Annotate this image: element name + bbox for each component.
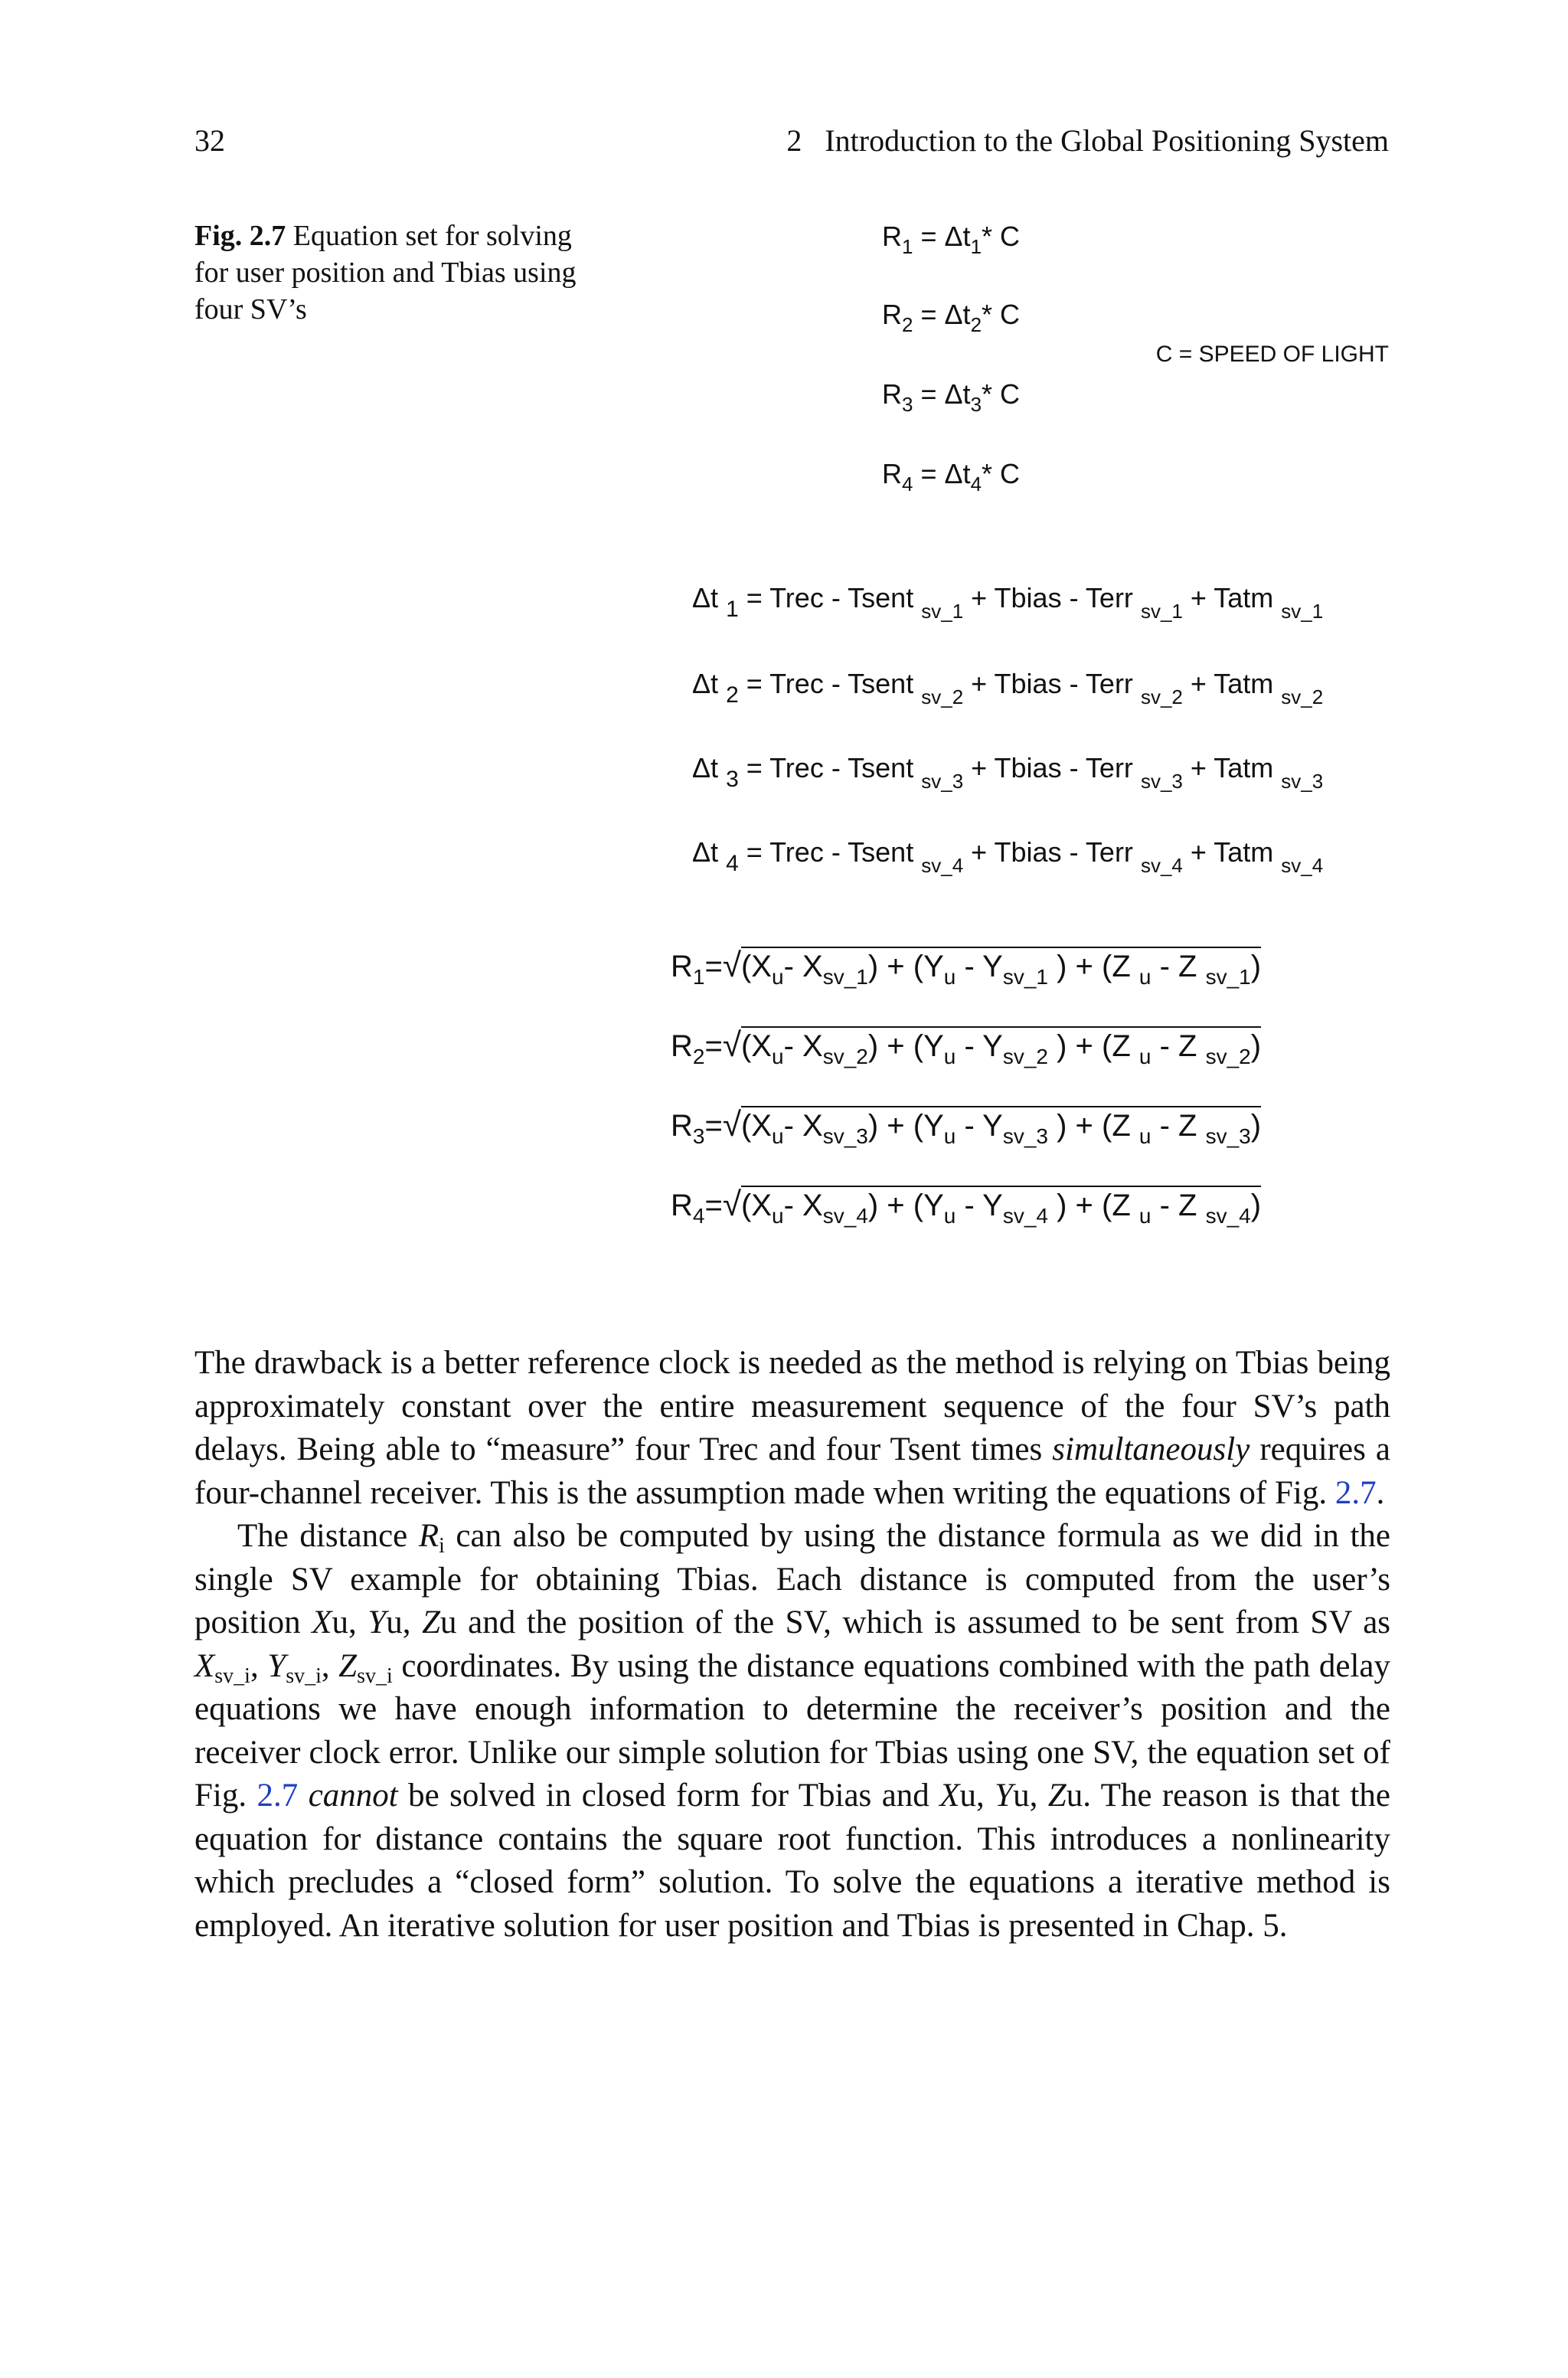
distance-equation: $R_4=√(X_u-$ $X_{sv\_4}) + (Y_u - Y_{sv\_4}$ ) + (Z $_u$ - Z $_{sv\_4}$) xyxy=(671,1186,1262,1228)
figure-reference-link[interactable]: 2.7 xyxy=(1334,1474,1377,1511)
chapter-number: 2 xyxy=(786,123,802,158)
range-equation: $R_4 = \Delta t_4*$ C xyxy=(882,458,1021,496)
path-delay-equation: Δt $_2$ = Trec - Tsent $_{sv\_2}$ + Tbias - Terr $_{sv\_2}$ + Tatm $_{sv\_2}$ xyxy=(692,668,1324,708)
page-number: 32 xyxy=(194,123,225,158)
figure-caption-text: Equation set for solving for user position and Tbias using four SV’s xyxy=(194,220,577,325)
figure-label: Fig. 2.7 xyxy=(194,220,286,252)
paragraph: The drawback is a better reference clock is needed as the method is relying on Tbias being approximately constant over the entire measurement sequence of the four SV’s path delays. Being able to “measure” four Trec and four Tsent times simultaneously requires a four-channel receiver. This is the assumption made when writing the equations of Fig. 2.7. xyxy=(194,1345,1390,1511)
path-delay-equation: Δt $_4$ = Trec - Tsent $_{sv\_4}$ + Tbias - Terr $_{sv\_4}$ + Tatm $_{sv\_4}$ xyxy=(692,836,1324,877)
paragraph: The distance $R_i$ can also be computed by using the distance formula as we did in the single SV example for obtaining Tbias. Each distance is computed from the user’s position Xu, Yu, Zu and the position of the SV, which is assumed to be sent from SV as $X_{sv\_i}$, $Y_{sv\_i}$, $Z_{sv\_i}$ coordinates. By using the distance equations combined with the path delay equations we have enough information to determine the receiver’s position and the receiver clock error. Unlike our simple solution for Tbias using one SV, the equation set of Fig. 2.7 cannot be solved in closed form for Tbias and Xu, Yu, Zu. The reason is that the equation for distance contains the square root function. This introduces a nonlinearity which precludes a “closed form” solution. To solve the equations a iterative method is employed. An iterative solution for user position and Tbias is presented in Chap. 5. xyxy=(194,1518,1391,1944)
distance-equation: $R_2=√(X_u-$ $X_{sv\_2}) + (Y_u - Y_{sv\_2}$ ) + (Z $_u$ - Z $_{sv\_2}$) xyxy=(671,1026,1262,1068)
path-delay-equation: Δt $_1$ = Trec - Tsent $_{sv\_1}$ + Tbias - Terr $_{sv\_1}$ + Tatm $_{sv\_1}$ xyxy=(692,582,1324,623)
range-equation: $R_2 = \Delta t_2*$ C xyxy=(882,299,1021,336)
running-head xyxy=(786,123,1389,159)
speed-of-light-note: C = SPEED OF LIGHT xyxy=(1155,342,1389,367)
distance-equation: $R_3=√(X_u-$ $X_{sv\_3}) + (Y_u - Y_{sv\_3}$ ) + (Z $_u$ - Z $_{sv\_3}$) xyxy=(671,1106,1262,1148)
range-equation: $R_1 = \Delta t_1*$ C xyxy=(882,221,1021,258)
figure-reference-link[interactable]: 2.7 xyxy=(256,1778,299,1814)
distance-equation: $R_1=√(X_u-$ $X_{sv\_1}) + (Y_u - Y_{sv\_1}$ ) + (Z $_u$ - Z $_{sv\_1}$) xyxy=(671,947,1262,989)
range-equation: $R_3 = \Delta t_3*$ C xyxy=(882,378,1021,416)
figure-caption xyxy=(194,218,577,328)
path-delay-equation: Δt $_3$ = Trec - Tsent $_{sv\_3}$ + Tbias - Terr $_{sv\_3}$ + Tatm $_{sv\_3}$ xyxy=(692,752,1324,793)
body-text xyxy=(194,1342,1390,1948)
chapter-title: Introduction to the Global Positioning System xyxy=(825,123,1389,158)
